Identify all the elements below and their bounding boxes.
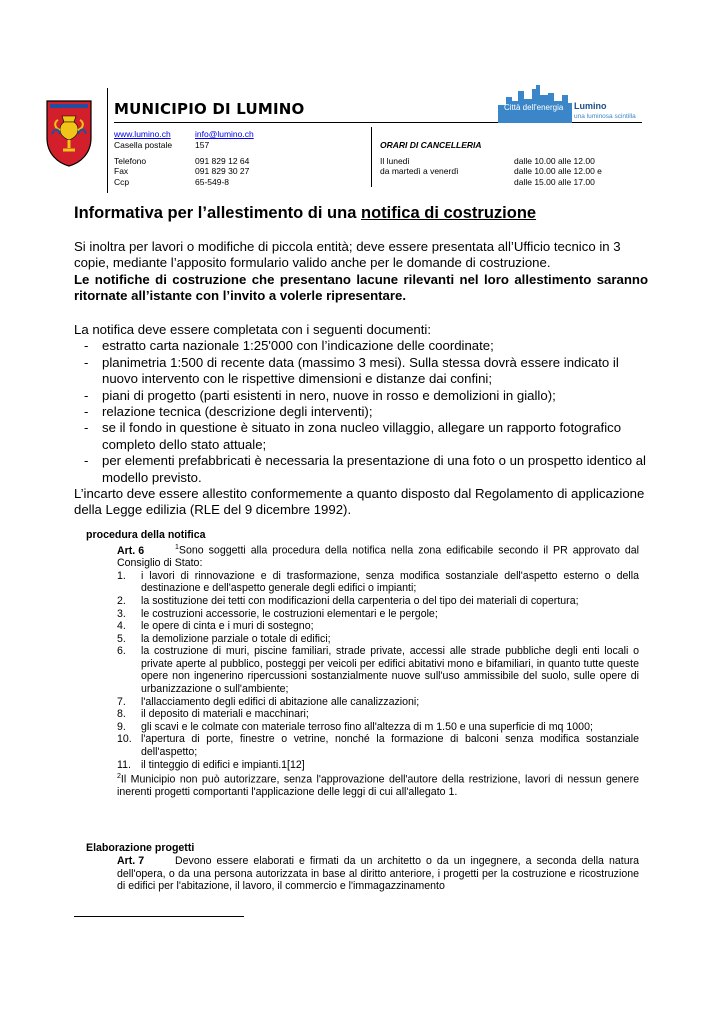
art6-item <box>117 733 639 758</box>
hours-day: Il lunedì <box>380 156 410 166</box>
item-text: i lavori di rinnovazione e di trasformazione, senza modifica sostanziale dell'aspetto esterno o della destinazione e dell'aspetto generale degli edifici o impianti; <box>141 569 639 595</box>
item-number: 1. <box>117 569 126 582</box>
contact-label: Telefono <box>114 156 147 166</box>
art6-p2-sup: 2 <box>117 773 121 781</box>
intro-paragraph: Si inoltra per lavori o modifiche di piccola entità; deve essere presentata all’Ufficio tecnico in 3 copie, mediante l’apposito formulario valido anche per le domande di costruzione. <box>74 239 621 271</box>
art6-paragraph <box>117 542 639 570</box>
item-number: 9. <box>117 720 126 733</box>
art6-item <box>117 570 639 595</box>
documents-section <box>74 322 648 519</box>
hours-title: ORARI DI CANCELLERIA <box>380 140 482 150</box>
art6-label: Art. 6 <box>117 544 145 557</box>
document-item: - piani di progetto (parti esistenti in nero, nuove in rosso e demolizioni in giallo); <box>74 388 648 404</box>
art6-item <box>117 633 639 646</box>
art6-paragraph-2 <box>117 771 639 799</box>
item-number: 7. <box>117 695 126 708</box>
art6-item <box>117 696 639 709</box>
energy-city-logo <box>498 83 646 123</box>
art6-item <box>117 721 639 734</box>
item-number: 6. <box>117 645 126 658</box>
item-number: 3. <box>117 607 126 620</box>
item-text: le opere di cinta e i muri di sostegno; <box>141 620 314 633</box>
warning-paragraph: Le notifiche di costruzione che presentano lacune rilevanti nel loro allestimento saranno ritornate all’istante con l’invito a volerle ripresentare. <box>74 271 648 304</box>
conclusion-paragraph: L’incarto deve essere allestito conformemente a quanto disposto dal Regolamento di applicazione della Legge edilizia (RLE del 9 dicembre 1992). <box>74 486 645 518</box>
contact-value: 091 829 30 27 <box>195 166 250 176</box>
hours-time: dalle 10.00 alle 12.00 <box>514 156 595 166</box>
document-item: - planimetria 1:500 di recente data (massimo 3 mesi). Sulla stessa dovrà essere indicato il nuovo intervento con le rispettive dimensioni e distanze dai confini; <box>74 355 648 388</box>
item-number: 2. <box>117 594 126 607</box>
item-text: gli scavi e le colmate con materiale terroso fino all'altezza di m 1.50 e una superficie di mq 1000; <box>141 720 593 733</box>
art6-item <box>117 620 639 633</box>
item-text: il deposito di materiali e macchinari; <box>141 708 309 721</box>
item-text: l'allacciamento degli edifici di abitazione alle canalizzazioni; <box>141 695 420 708</box>
art6-item <box>117 595 639 608</box>
art6-item <box>117 645 639 695</box>
item-text: le costruzioni accessorie, le costruzioni elementari e le pergole; <box>141 607 438 620</box>
municipality-title: MUNICIPIO DI LUMINO <box>114 100 305 118</box>
art6-item <box>117 759 639 772</box>
email-link[interactable]: info@lumino.ch <box>195 129 254 139</box>
art7-label: Art. 7 <box>117 855 145 867</box>
art6-p2-text: Il Municipio non può autorizzare, senza l'approvazione dell'autore della restrizione, lavori di nessun genere inerenti progetti comportanti l'applicazione delle leggi di cui all'allegato 1. <box>117 773 639 799</box>
title-part: Informativa per l’allestimento di una <box>74 204 361 222</box>
energy-city-tagline: una luminosa scintilla <box>574 113 636 120</box>
art6-section <box>117 542 639 799</box>
contact-value: 091 829 12 64 <box>195 156 250 166</box>
energy-city-name: Lumino <box>574 101 607 111</box>
document-item: - per elementi prefabbricati è necessaria la presentazione di una foto o un prospetto identico al modello previsto. <box>74 453 648 486</box>
item-text: la sostituzione dei tetti con modificazioni della carpenteria o del tipo dei materiali di copertura; <box>141 594 579 607</box>
procedure-heading: procedura della notifica <box>86 529 206 541</box>
energy-city-text: Città dell'energia <box>504 103 564 112</box>
documents-intro: La notifica deve essere completata con i seguenti documenti: <box>74 322 432 337</box>
document-title <box>74 204 536 223</box>
header-vertical-rule <box>107 88 108 193</box>
art6-item <box>117 708 639 721</box>
art7-text: Devono essere elaborati e firmati da un architetto o da un ingegnere, a seconda della natura dell'opera, o da una persona autorizzata in base al diritto anteriore, i progetti per la costruzione e ricostruzione di edifici per l'abitazione, il lavoro, il commercio e l'immagazzinamento <box>117 855 639 893</box>
art6-sup: 1 <box>175 544 179 551</box>
lumino-crest-icon <box>44 98 94 168</box>
art6-text: Sono soggetti alla procedura della notifica nella zona edificabile secondo il PR approvato dal Consiglio di Stato: <box>117 544 639 570</box>
contact-label: Ccp <box>114 177 130 187</box>
item-number: 10. <box>117 733 132 746</box>
art7-paragraph <box>117 855 639 893</box>
website-link[interactable]: www.lumino.ch <box>114 129 171 139</box>
hours-day: da martedì a venerdì <box>380 166 459 176</box>
contact-label: Fax <box>114 166 129 176</box>
item-number: 8. <box>117 708 126 721</box>
item-number: 11. <box>117 758 131 771</box>
hours-time: dalle 15.00 alle 17.00 <box>514 177 595 187</box>
item-number: 5. <box>117 632 126 645</box>
item-number: 4. <box>117 620 126 633</box>
item-text: la costruzione di muri, piscine familiari, strade private, accessi alle strade pubbliche degli enti locali o private aperte al pubblico, posteggi per veicoli per edifici abitativi mono e bifamiliari, in quanto tutte queste opere non ingenerino ripercussioni sostanzialmente nuove sull'uso ammissibile del suolo, sulle opere di urbanizzazione o sull'ambiente; <box>141 645 639 696</box>
document-item: - relazione tecnica (descrizione degli interventi); <box>74 404 648 420</box>
hours-time: dalle 10.00 alle 12.00 e <box>514 166 602 176</box>
title-underlined: notifica di costruzione <box>360 204 537 222</box>
contact-value: 157 <box>195 140 210 150</box>
art6-item <box>117 608 639 621</box>
document-item: - se il fondo in questione è situato in zona nucleo villaggio, allegare un rapporto fotografico completo dello stato attuale; <box>74 420 648 453</box>
elaboration-heading: Elaborazione progetti <box>86 842 195 854</box>
contact-label: Casella postale <box>114 140 173 150</box>
header-column-separator <box>371 127 372 187</box>
item-text: la demolizione parziale o totale di edifici; <box>141 632 331 645</box>
contact-value: 65-549-8 <box>195 177 230 187</box>
document-item: - estratto carta nazionale 1:25'000 con l’indicazione delle coordinate; <box>74 338 648 354</box>
item-text: il tinteggio di edifici e impianti.1[12] <box>141 758 305 771</box>
item-text: l'apertura di porte, finestre o vetrine, nonché la formazione di balconi senza modifica sostanziale dell'aspetto; <box>141 733 639 759</box>
footnote-separator <box>74 916 244 917</box>
intro-section <box>74 239 648 305</box>
